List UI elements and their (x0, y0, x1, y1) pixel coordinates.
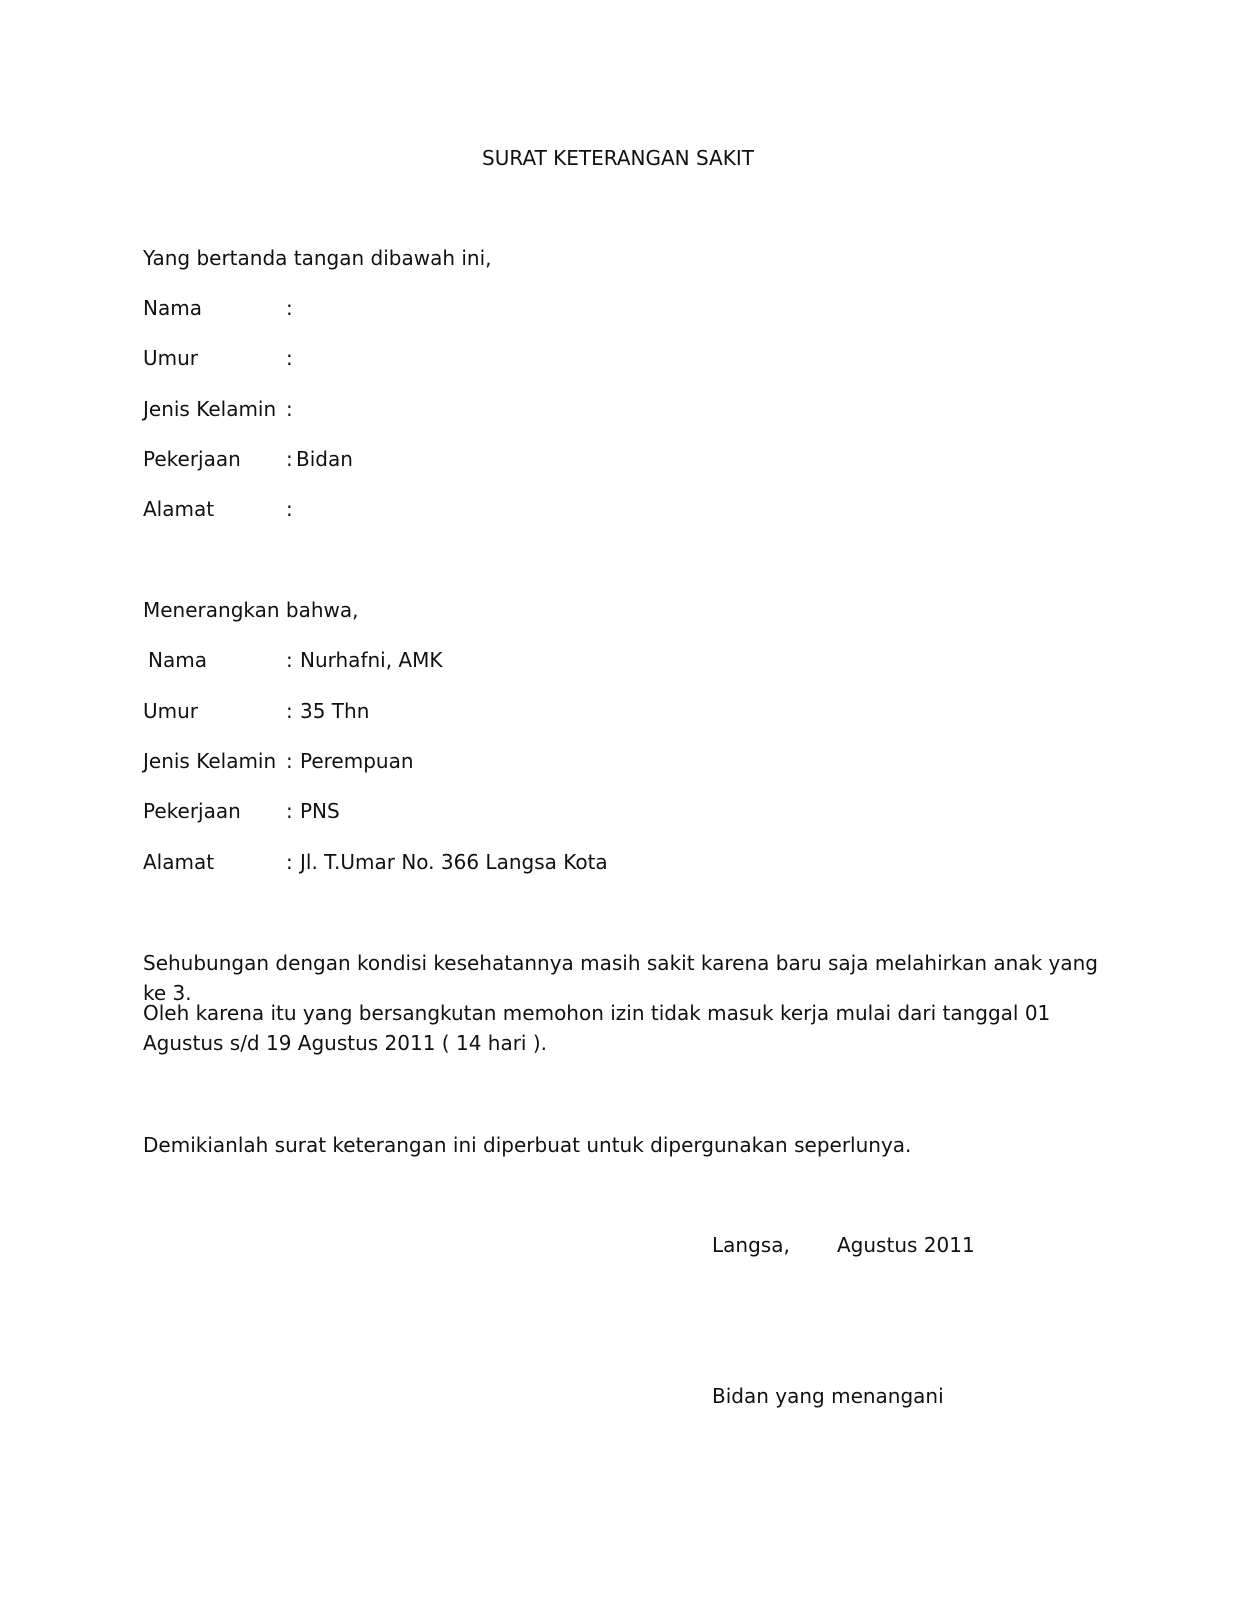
field-label: Umur (143, 346, 199, 370)
date-text: Agustus 2011 (837, 1233, 975, 1257)
field-label: Umur (143, 699, 199, 723)
field-value: Nurhafni, AMK (300, 648, 443, 672)
field-colon: : (286, 850, 293, 874)
field-value: PNS (300, 799, 340, 823)
field-label: Pekerjaan (143, 799, 241, 823)
field-colon: : (286, 397, 293, 421)
field-colon: : (286, 648, 293, 672)
document-title: SURAT KETERANGAN SAKIT (482, 146, 754, 170)
field-label: Jenis Kelamin (143, 397, 277, 421)
place-text: Langsa, (712, 1233, 790, 1257)
field-colon: : (286, 447, 293, 471)
field-label: Pekerjaan (143, 447, 241, 471)
condition-paragraph: Sehubungan dengan kondisi kesehatannya masih sakit karena baru saja melahirkan anak yang ke 3. (143, 951, 1098, 1005)
field-value: 35 Thn (300, 699, 370, 723)
field-label: Alamat (143, 497, 215, 521)
field-colon: : (286, 799, 293, 823)
field-colon: : (286, 296, 293, 320)
field-colon: : (286, 346, 293, 370)
intro-text: Yang bertanda tangan dibawah ini, (143, 246, 492, 270)
field-value: Perempuan (300, 749, 414, 773)
field-value: Bidan (296, 447, 353, 471)
field-value: Jl. T.Umar No. 366 Langsa Kota (300, 850, 608, 874)
signature-caption: Bidan yang menangani (712, 1384, 944, 1408)
leave-paragraph: Oleh karena itu yang bersangkutan memohon izin tidak masuk kerja mulai dari tanggal 01 Agustus s/d 19 Agustus 2011 ( 14 hari ). (143, 1001, 1051, 1055)
closing-paragraph: Demikianlah surat keterangan ini diperbuat untuk dipergunakan seperlunya. (143, 1133, 912, 1157)
field-colon: : (286, 749, 293, 773)
field-label: Jenis Kelamin (143, 749, 277, 773)
field-colon: : (286, 699, 293, 723)
field-label: Nama (143, 296, 202, 320)
statement-intro: Menerangkan bahwa, (143, 598, 359, 622)
field-label: Nama (148, 648, 207, 672)
field-colon: : (286, 497, 293, 521)
field-label: Alamat (143, 850, 215, 874)
